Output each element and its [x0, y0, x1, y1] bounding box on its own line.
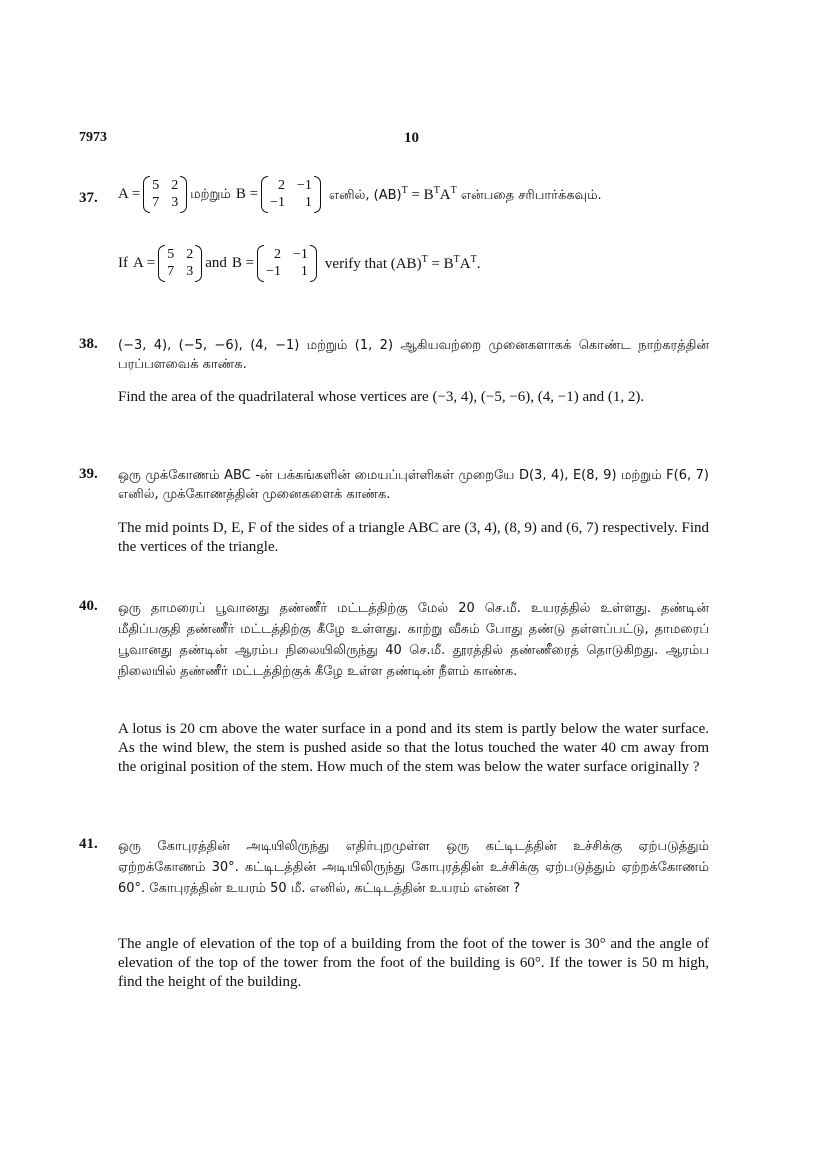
q40-tamil-text: ஒரு தாமரைப் பூவானது தண்ணீர் மட்டத்திற்கு மேல் 20 செ.மீ. உயரத்தில் உள்ளது. தண்டின் மீதிப்பகுதி தண்ணீர் மட்டத்திற்கு கீழே உள்ளது. காற்று வீசும் போது தண்டு தள்ளப்பட்டு, தாமரைப் பூவானது தண்டின் ஆரம்ப நிலையிலிருந்து 40 செ.மீ. தூரத்தில் தண்ணீரைத் தொடுகிறது. ஆரம்ப நிலையில் தண்ணீர் மட்டத்திற்குக் கீழே உள்ள தண்டின் நீளம் காண்க. [118, 601, 709, 679]
q39-english-text: The mid points D, E, F of the sides of a triangle ABC are (3, 4), (8, 9) and (6, 7) respectively. Find the vertices of the triangle. [118, 520, 709, 555]
matrix-b: 2 −1 −1 1 [261, 176, 321, 213]
q37-tamil-condition: எனில், $(AB)^T = B^TA^T$ என்பதை சரிபார்க்கவும். [328, 184, 602, 203]
q40-english-text: A lotus is 20 cm above the water surface in a pond and its stem is partly below the water surface. As the wind blew, the stem is pushed aside so that the lotus touched the water 40 cm away from the original position of the stem. How much of the stem was below the water surface originally ? [118, 721, 709, 775]
matrix-b-label: B = [231, 255, 255, 271]
question-number-41: 41. [79, 836, 98, 852]
question-paper-code: 7973 [79, 130, 107, 145]
and-word: and [205, 255, 227, 271]
page-number: 10 [404, 130, 419, 146]
matrix-b: 2 −1 −1 1 [257, 245, 317, 282]
q39-tamil-text: ஒரு முக்கோணம் ABC -ன் பக்கங்களின் மையப்புள்ளிகள் முறையே D(3, 4), E(8, 9) மற்றும் F(6, 7) எனில், முக்கோணத்தின் முனைகளைக் காண்க. [118, 468, 709, 502]
q38-tamil-text: (−3, 4), (−5, −6), (4, −1) மற்றும் (1, 2) ஆகியவற்றை முனைகளாகக் கொண்ட நாற்கரத்தின் பரப்பளவைக் காண்க. [118, 338, 709, 372]
question-number-38: 38. [79, 336, 98, 352]
question-number-40: 40. [79, 598, 98, 614]
matrix-a-label: A = [118, 186, 141, 202]
q41-english-text: The angle of elevation of the top of a building from the foot of the tower is 30° and the angle of elevation of the top of the tower from the foot of the building is 60°. If the tower is 50 m high, find the height of the building. [118, 936, 709, 990]
matrix-a: 5 2 7 3 [158, 245, 202, 282]
question-number-37: 37. [79, 190, 98, 206]
matrix-a: 5 2 7 3 [143, 176, 187, 213]
q37-english-statement [118, 245, 480, 282]
and-word-tamil: மற்றும் [190, 187, 231, 202]
q41-tamil-text: ஒரு கோபுரத்தின் அடியிலிருந்து எதிர்புறமுள்ள ஒரு கட்டிடத்தின் உச்சிக்கு ஏற்படுத்தும் ஏற்றக்கோணம் 30°. கட்டிடத்தின் அடியிலிருந்து கோபுரத்தின் உச்சிக்கு ஏற்படுத்தும் ஏற்றக்கோணம் 60°. கோபுரத்தின் உயரம் 50 மீ. எனில், கட்டிடத்தின் உயரம் என்ன ? [118, 839, 709, 896]
question-number-39: 39. [79, 466, 98, 482]
if-word: If [118, 255, 128, 271]
matrix-b-label: B = [235, 186, 259, 202]
q37-tamil-statement [118, 176, 602, 213]
matrix-a-label: A = [133, 255, 156, 271]
q38-english-text: Find the area of the quadrilateral whose vertices are (−3, 4), (−5, −6), (4, −1) and (1, 2). [118, 389, 645, 405]
q37-english-condition: verify that $(AB)^T = B^TA^T$. [324, 254, 481, 272]
